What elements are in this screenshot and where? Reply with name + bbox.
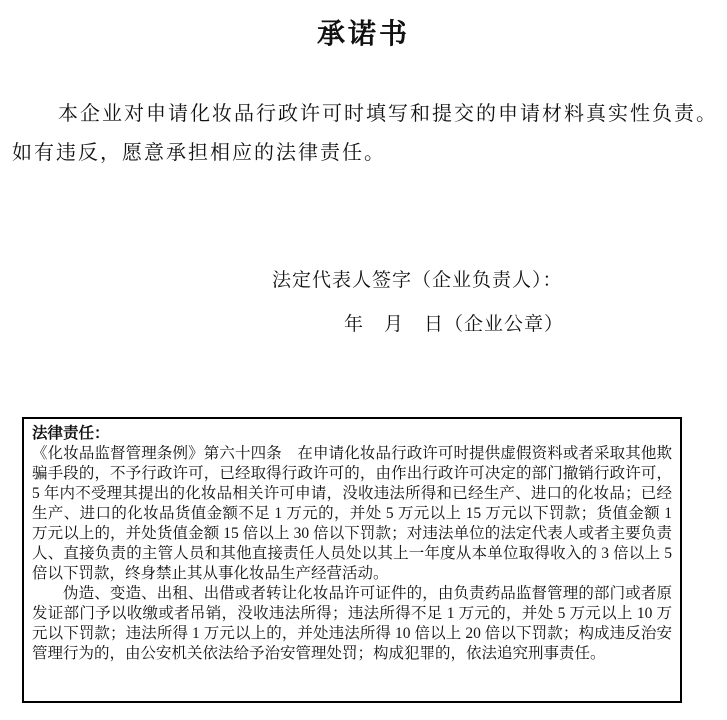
commitment-paragraph: 本企业对申请化妆品行政许可时填写和提交的申请材料真实性负责。如有违反，愿意承担相应的法律责任。	[12, 103, 718, 164]
legal-box-heading: 法律责任：	[32, 425, 110, 442]
signature-line-date-seal: 年 月 日（企业公章）	[344, 314, 565, 335]
signature-line-representative: 法定代表人签字（企业负责人）：	[272, 270, 563, 291]
legal-paragraph-1: 《化妆品监督管理条例》第六十四条 在申请化妆品行政许可时提供虚假资料或者采取其他欺骗手段的，不予行政许可，已经取得行政许可的，由作出行政许可决定的部门撤销行政许可，5 年内不受理其提出的化妆品相关许可申请，没收违法所得和已经生产、进口的化妆品；已经生产、进口的化妆品货值金额不足 1 万元的，并处 5 万元以上 15 万元以下罚款；货值金额 1 万元以上的，并处货值金额 15 倍以上 30 倍以下罚款；对违法单位的法定代表人或者主要负责人、直接负责的主管人员和其他直接责任人员处以其上一年度从本单位取得收入的 3 倍以上 5 倍以下罚款，终身禁止其从事化妆品生产经营活动。	[32, 445, 672, 582]
legal-paragraph-2: 伪造、变造、出租、出借或者转让化妆品许可证件的，由负责药品监督管理的部门或者原发证部门予以收缴或者吊销，没收违法所得；违法所得不足 1 万元的，并处 5 万元以上 10 万元以下罚款；违法所得 1 万元以上的，并处违法所得 10 倍以上 20 倍以下罚款；构成违反治安管理行为的，由公安机关依法给予治安管理处罚；构成犯罪的，依法追究刑事责任。	[32, 585, 672, 662]
document-title: 承诺书	[316, 19, 410, 50]
legal-responsibility-box	[22, 417, 682, 703]
